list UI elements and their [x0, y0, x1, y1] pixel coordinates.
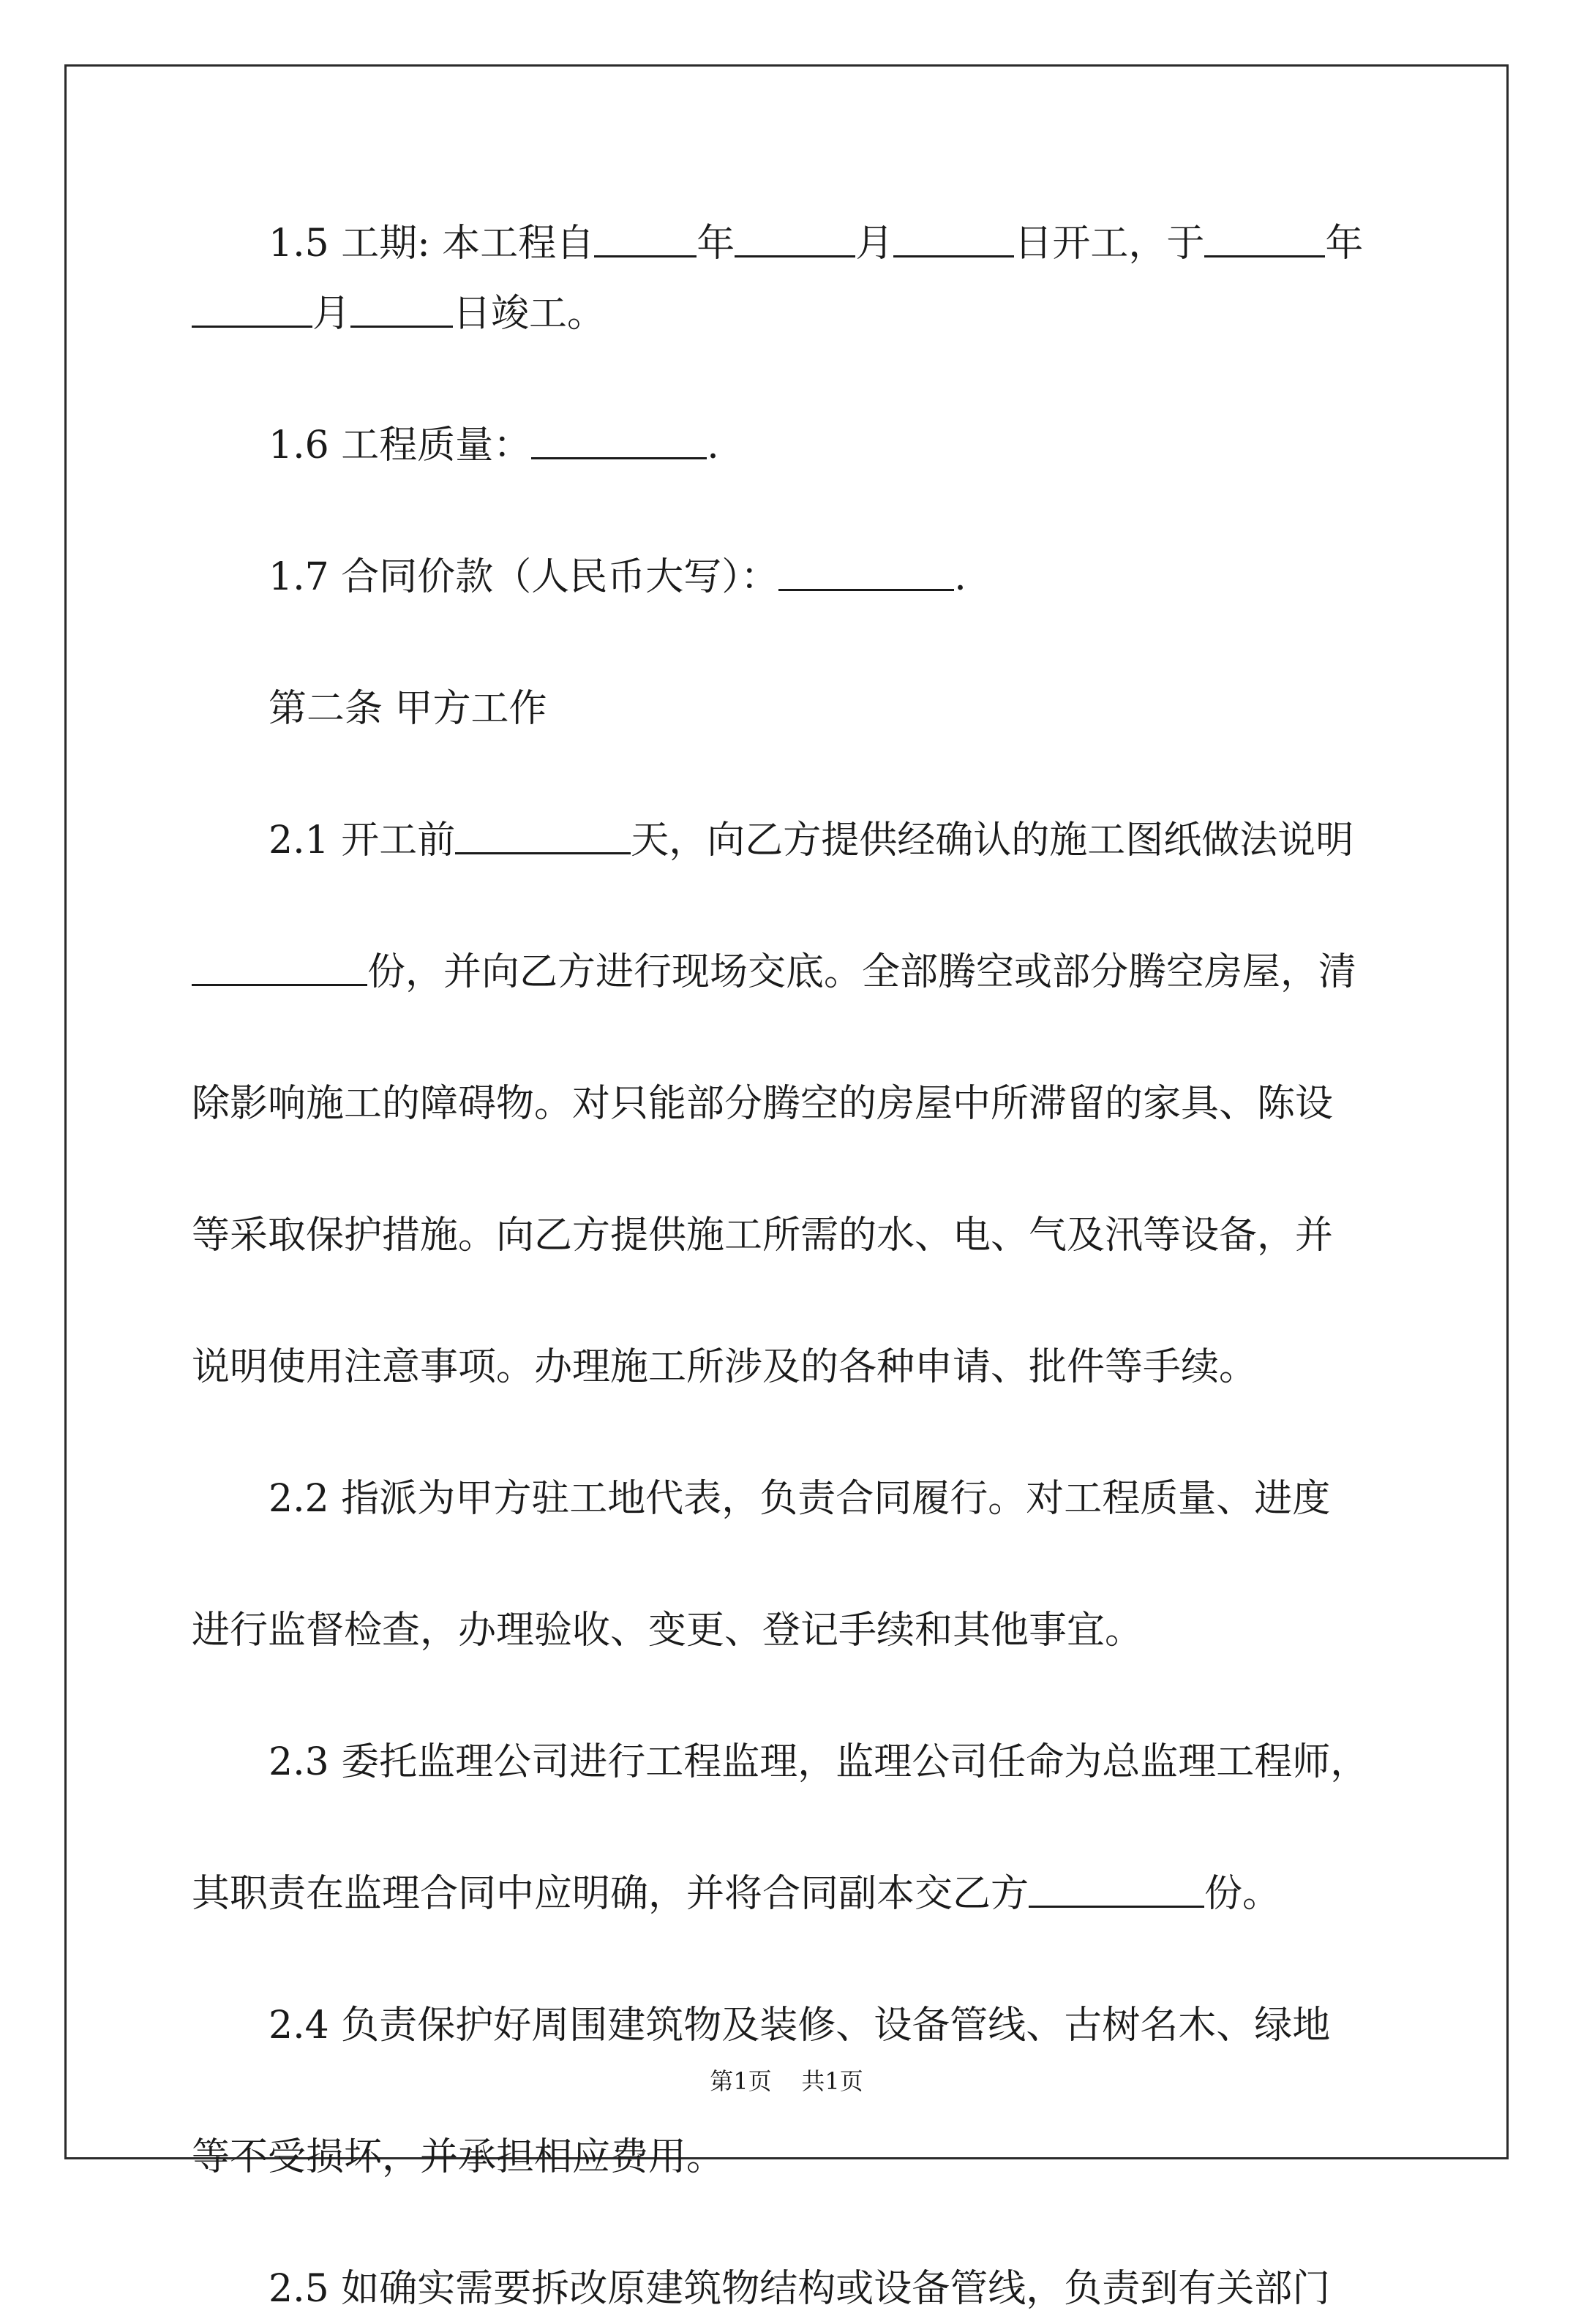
clause-text: . [707, 424, 719, 467]
clause-text: 年 [697, 222, 735, 266]
blank-field[interactable] [455, 805, 631, 854]
clause-number: 2.2 [269, 1477, 329, 1521]
blank-field[interactable] [1029, 1859, 1204, 1908]
clause-2-5-line-1 [192, 2254, 1384, 2324]
clause-2-3-line-2 [192, 1859, 1384, 1929]
clause-number: 1.5 [269, 222, 329, 266]
blank-field[interactable] [735, 208, 855, 257]
blank-field[interactable] [192, 937, 367, 986]
clause-number: 1.6 [269, 424, 329, 467]
clause-text: 工期: 本工程自 [341, 222, 595, 266]
document-body [192, 208, 1384, 2324]
clause-text: 工程质量： [341, 424, 532, 467]
clause-number: 1.7 [269, 555, 329, 599]
clause-text: 除影响施工的障碍物。对只能部分腾空的房屋中所滞留的家具、陈设 [192, 1082, 1334, 1126]
clause-2-4-line-1 [192, 1990, 1384, 2061]
clause-text: 开工前 [341, 819, 456, 862]
clause-number: 2.3 [269, 1740, 329, 1784]
clause-1-6 [192, 410, 1384, 481]
clause-text: 委托监理公司进行工程监理，监理公司任命为总监理工程师， [341, 1740, 1369, 1784]
clause-text: 说明使用注意事项。办理施工所涉及的各种申请、批件等手续。 [192, 1345, 1258, 1389]
clause-2-1-line-2 [192, 937, 1384, 1007]
clause-text: 等采取保护措施。向乙方提供施工所需的水、电、气及汛等设备，并 [192, 1214, 1334, 1257]
clause-2-1-line-5 [192, 1332, 1384, 1402]
clause-text: 日开工，于 [1014, 222, 1205, 266]
clause-number: 2.5 [269, 2267, 329, 2311]
clause-2-2-line-1 [192, 1464, 1384, 1534]
blank-field[interactable] [531, 410, 707, 459]
blank-field[interactable] [350, 279, 453, 328]
clause-2-2-line-2 [192, 1595, 1384, 1666]
clause-1-5-line-1 [192, 208, 1384, 279]
clause-text: 等不受损坏，并承担相应费用。 [192, 2135, 725, 2179]
clause-1-7 [192, 542, 1384, 612]
page-total: 共1页 [801, 2067, 863, 2095]
page-footer [0, 2063, 1573, 2097]
clause-number: 2.4 [269, 2004, 329, 2047]
clause-number: 2.1 [269, 819, 329, 862]
clause-2-4-line-2 [192, 2122, 1384, 2192]
clause-text: 负责保护好周围建筑物及装修、设备管线、古树名木、绿地 [341, 2004, 1331, 2047]
page-number: 第1页 [710, 2067, 772, 2095]
clause-text: 月 [312, 292, 351, 336]
clause-text: 进行监督检查，办理验收、变更、登记手续和其他事宜。 [192, 1609, 1144, 1652]
clause-2-1-line-3 [192, 1069, 1384, 1139]
clause-text: 天，向乙方提供经确认的施工图纸做法说明 [631, 819, 1354, 862]
clause-text: 其职责在监理合同中应明确，并将合同副本交乙方 [192, 1872, 1029, 1916]
blank-field[interactable] [1204, 208, 1325, 257]
clause-text: 年 [1325, 222, 1364, 266]
clause-text: 日竣工。 [453, 292, 606, 336]
clause-text: 如确实需要拆改原建筑物结构或设备管线，负责到有关部门 [341, 2267, 1331, 2311]
article-heading: 第二条 甲方工作 [269, 687, 547, 731]
clause-2-1-line-1 [192, 805, 1384, 876]
clause-text: 月 [855, 222, 894, 266]
clause-1-5-line-2 [192, 279, 1384, 349]
blank-field[interactable] [192, 279, 312, 328]
blank-field[interactable] [594, 208, 697, 257]
clause-text: 份，并向乙方进行现场交底。全部腾空或部分腾空房屋，清 [367, 950, 1357, 994]
blank-field[interactable] [778, 542, 954, 591]
clause-2-1-line-4 [192, 1200, 1384, 1271]
clause-text: 合同价款（人民币大写）： [341, 555, 779, 599]
blank-field[interactable] [893, 208, 1014, 257]
article-2-heading [192, 674, 1384, 744]
clause-2-3-line-1 [192, 1727, 1384, 1797]
clause-text: . [954, 555, 966, 599]
clause-text: 份。 [1204, 1872, 1281, 1916]
clause-text: 指派为甲方驻工地代表，负责合同履行。对工程质量、进度 [341, 1477, 1331, 1521]
